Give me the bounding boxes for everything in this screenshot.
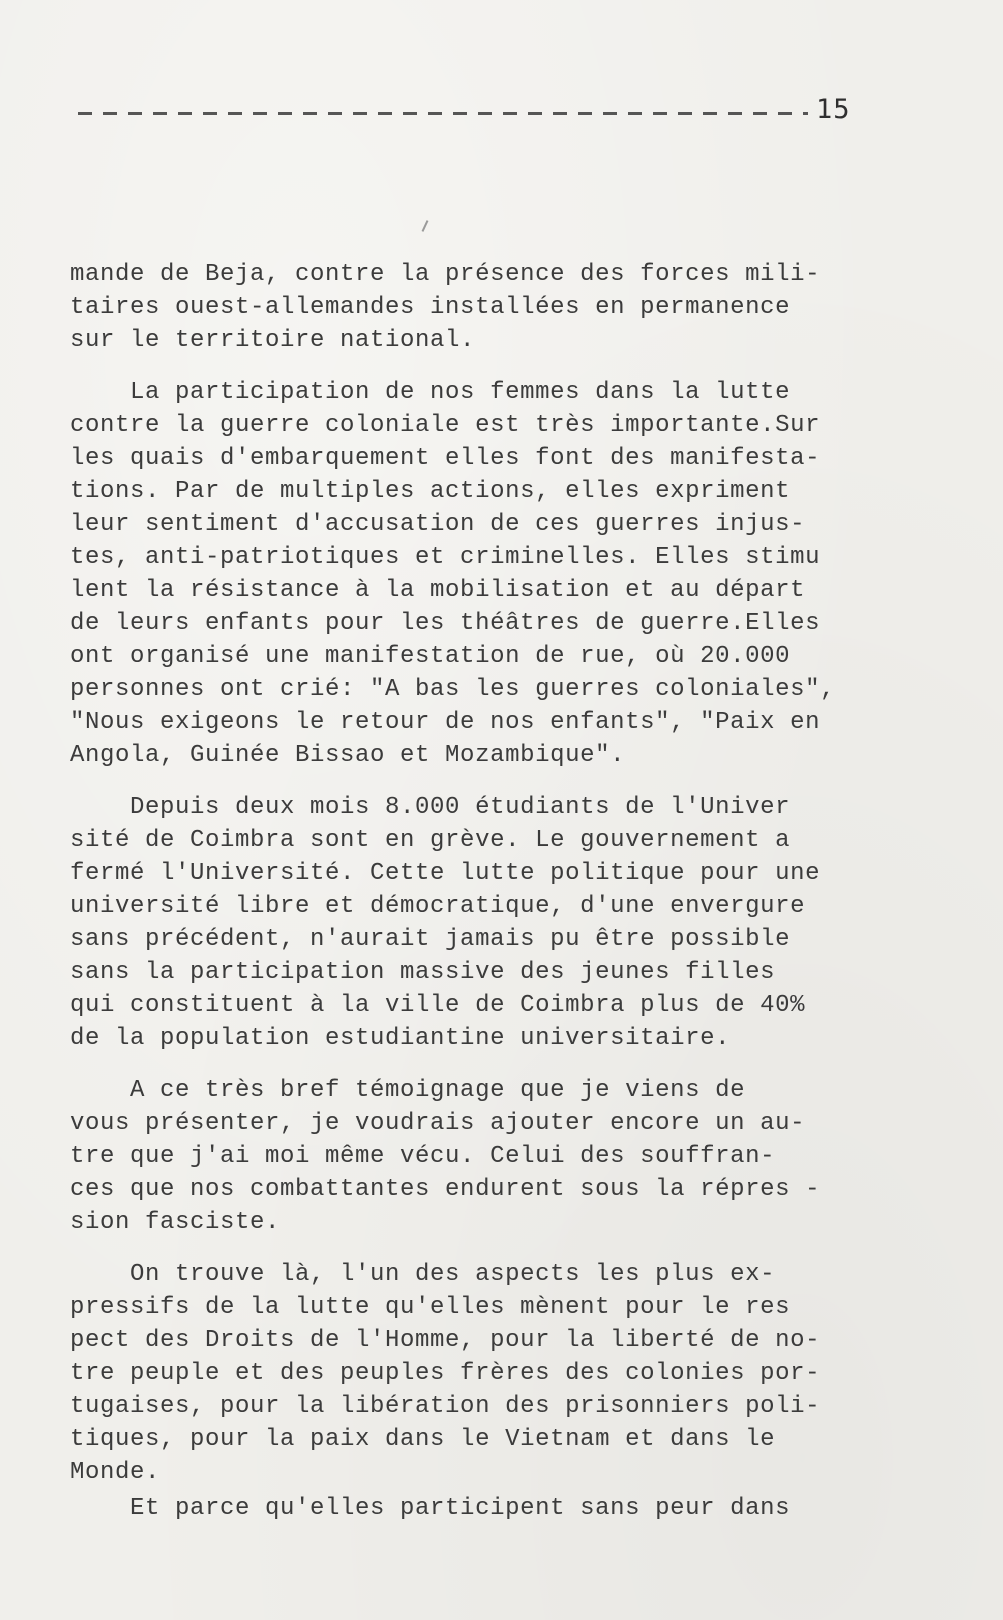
text-line: sion fasciste.	[70, 1209, 281, 1236]
text-line: "Nous exigeons le retour de nos enfants", "Paix en	[70, 709, 821, 736]
paragraph-2	[70, 376, 870, 772]
text-line: Et parce qu'elles participent sans peur dans	[70, 1495, 791, 1522]
text-line: pressifs de la lutte qu'elles mènent pour le res	[70, 1294, 791, 1321]
text-line: On trouve là, l'un des aspects les plus ex-	[70, 1261, 776, 1288]
pen-mark	[422, 220, 429, 232]
paragraph-3	[70, 791, 870, 1055]
text-line: de la population estudiantine universitaire.	[70, 1025, 731, 1052]
text-line: Depuis deux mois 8.000 étudiants de l'Univer	[70, 794, 791, 821]
text-line: université libre et démocratique, d'une envergure	[70, 893, 806, 920]
text-line: leur sentiment d'accusation de ces guerres injus-	[70, 511, 806, 538]
paragraph-spacer	[70, 1239, 870, 1258]
text-line: sité de Coimbra sont en grève. Le gouvernement a	[70, 827, 791, 854]
text-line: tugaises, pour la libération des prisonniers poli-	[70, 1393, 821, 1420]
text-line: ont organisé une manifestation de rue, où 20.000	[70, 643, 791, 670]
paragraph-spacer	[70, 357, 870, 376]
text-line: tions. Par de multiples actions, elles expriment	[70, 478, 791, 505]
text-line: La participation de nos femmes dans la lutte	[70, 379, 791, 406]
text-line: fermé l'Université. Cette lutte politique pour une	[70, 860, 821, 887]
text-line: les quais d'embarquement elles font des manifesta-	[70, 445, 821, 472]
text-line: sans précédent, n'aurait jamais pu être possible	[70, 926, 791, 953]
text-line: ces que nos combattantes endurent sous la répres -	[70, 1176, 821, 1203]
body-text	[70, 258, 870, 1525]
text-line: de leurs enfants pour les théâtres de guerre.Elles	[70, 610, 821, 637]
text-line: personnes ont crié: "A bas les guerres coloniales",	[70, 676, 836, 703]
text-line: tre que j'ai moi même vécu. Celui des souffran-	[70, 1143, 776, 1170]
paragraph-6	[70, 1492, 870, 1525]
paragraph-1	[70, 258, 870, 357]
page-number: 15	[816, 94, 851, 125]
text-line: vous présenter, je voudrais ajouter encore un au-	[70, 1110, 806, 1137]
paragraph-4	[70, 1074, 870, 1239]
text-line: tes, anti-patriotiques et criminelles. Elles stimu	[70, 544, 821, 571]
text-line: qui constituent à la ville de Coimbra plus de 40%	[70, 992, 806, 1019]
text-line: tre peuple et des peuples frères des colonies por-	[70, 1360, 821, 1387]
page-header	[78, 92, 868, 132]
text-line: taires ouest-allemandes installées en permanence	[70, 294, 791, 321]
text-line: pect des Droits de l'Homme, pour la liberté de no-	[70, 1327, 821, 1354]
text-line: lent la résistance à la mobilisation et au départ	[70, 577, 806, 604]
paragraph-5	[70, 1258, 870, 1489]
text-line: Monde.	[70, 1459, 161, 1486]
text-line: sur le territoire national.	[70, 327, 476, 354]
dashed-header-rule	[78, 112, 808, 115]
text-line: contre la guerre coloniale est très importante.Sur	[70, 412, 821, 439]
paragraph-spacer	[70, 772, 870, 791]
text-line: A ce très bref témoignage que je viens de	[70, 1077, 746, 1104]
text-line: Angola, Guinée Bissao et Mozambique".	[70, 742, 626, 769]
text-line: mande de Beja, contre la présence des forces mili-	[70, 261, 821, 288]
text-line: tiques, pour la paix dans le Vietnam et dans le	[70, 1426, 776, 1453]
paragraph-spacer	[70, 1055, 870, 1074]
text-line: sans la participation massive des jeunes filles	[70, 959, 776, 986]
